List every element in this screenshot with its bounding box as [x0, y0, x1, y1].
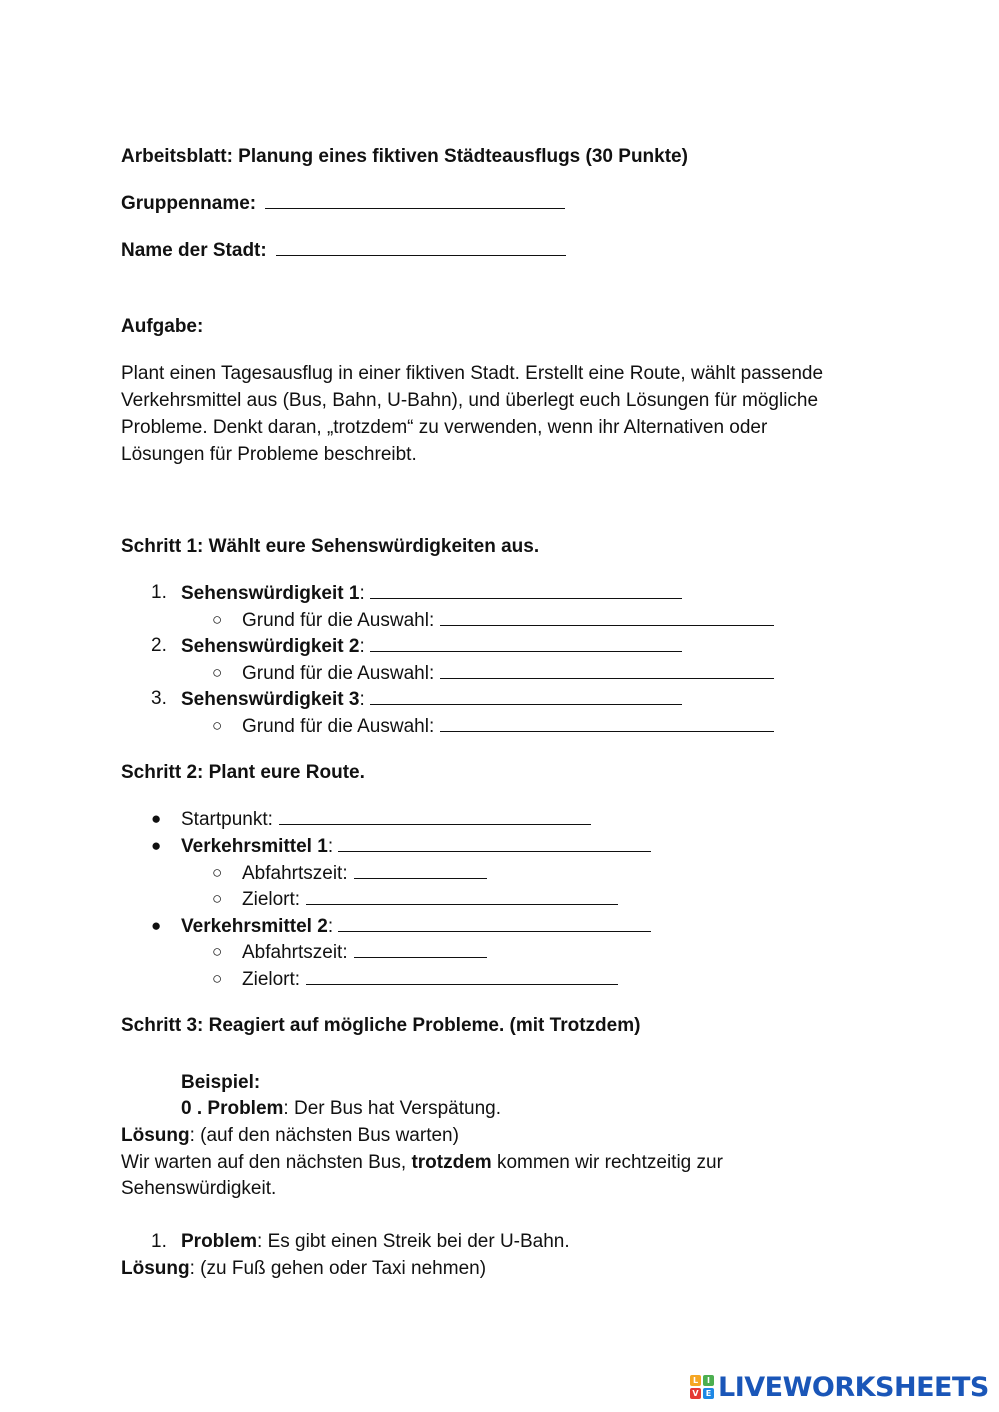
list-number: 1. — [151, 1231, 167, 1252]
task-description — [121, 360, 881, 468]
list-number: 3. — [151, 688, 167, 709]
city-name-field[interactable] — [276, 237, 566, 256]
city-name-row — [121, 237, 566, 264]
reason-3-field[interactable] — [440, 713, 774, 732]
sight-1-label: Sehenswürdigkeit 1 — [181, 583, 360, 604]
destination-1-field[interactable] — [306, 886, 618, 905]
circle-bullet-icon: ○ — [212, 863, 223, 882]
example-solution-text: : (auf den nächsten Bus warten) — [189, 1125, 459, 1146]
circle-bullet-icon: ○ — [212, 610, 223, 629]
list-number: 1. — [151, 582, 167, 603]
page-title: Arbeitsblatt: Planung eines fiktiven Städteausflugs (30 Punkte) — [121, 146, 688, 167]
problem-label: Problem — [181, 1231, 258, 1252]
example-problem — [181, 1096, 501, 1122]
city-name-label: Name der Stadt: — [121, 240, 267, 261]
solution-label: Lösung — [121, 1125, 190, 1146]
task-line: Plant einen Tagesausflug in einer fiktiven Stadt. Erstellt eine Route, wählt passende — [121, 363, 824, 384]
task-heading: Aufgabe: — [121, 316, 204, 337]
transport-1-field[interactable] — [338, 833, 651, 852]
solution-label: Lösung — [121, 1258, 190, 1279]
solution-1-row — [121, 1256, 486, 1282]
destination-2-field[interactable] — [306, 966, 618, 985]
example-solution — [121, 1123, 459, 1149]
reason-2-field[interactable] — [440, 660, 774, 679]
circle-bullet-icon: ○ — [212, 663, 223, 682]
task-line: Lösungen für Probleme beschreibt. — [121, 444, 417, 465]
step3-heading: Schritt 3: Reagiert auf mögliche Probleme. (mit Trotzdem) — [121, 1015, 641, 1036]
departure-2-label: Abfahrtszeit: — [242, 942, 348, 963]
trotzdem-keyword: trotzdem — [411, 1152, 492, 1173]
transport-2-field[interactable] — [338, 913, 651, 932]
sight-2-field[interactable] — [370, 633, 682, 652]
bullet-icon: ● — [151, 836, 162, 855]
problem-1-text: : Es gibt einen Streik bei der U-Bahn. — [257, 1231, 570, 1252]
example-problem-text: : Der Bus hat Verspätung. — [283, 1098, 501, 1119]
sight-2-label: Sehenswürdigkeit 2 — [181, 636, 360, 657]
start-field[interactable] — [279, 806, 591, 825]
departure-1-label: Abfahrtszeit: — [242, 863, 348, 884]
destination-2-label: Zielort: — [242, 969, 301, 990]
reason-3-label: Grund für die Auswahl: — [242, 716, 435, 737]
transport-2-label: Verkehrsmittel 2 — [181, 916, 328, 937]
circle-bullet-icon: ○ — [212, 716, 223, 735]
sight-1-field[interactable] — [370, 580, 682, 599]
reason-2-label: Grund für die Auswahl: — [242, 663, 435, 684]
example-sentence-line2: Sehenswürdigkeit. — [121, 1178, 277, 1199]
group-name-row — [121, 190, 565, 217]
reason-1-field[interactable] — [440, 607, 774, 626]
start-label: Startpunkt: — [181, 809, 273, 830]
transport-1-label: Verkehrsmittel 1 — [181, 836, 328, 857]
departure-1-field[interactable] — [354, 860, 487, 879]
bullet-icon: ● — [151, 916, 162, 935]
solution-1-text: : (zu Fuß gehen oder Taxi nehmen) — [189, 1258, 487, 1279]
step1-heading: Schritt 1: Wählt eure Sehenswürdigkeiten aus. — [121, 536, 540, 557]
reason-1-label: Grund für die Auswahl: — [242, 610, 435, 631]
example-sentence: Wir warten auf den nächsten Bus, trotzdem kommen wir rechtzeitig zur — [121, 1152, 723, 1173]
task-line: Probleme. Denkt daran, „trotzdem“ zu verwenden, wenn ihr Alternativen oder — [121, 417, 768, 438]
circle-bullet-icon: ○ — [212, 942, 223, 961]
destination-1-label: Zielort: — [242, 889, 301, 910]
circle-bullet-icon: ○ — [212, 969, 223, 988]
sight-3-field[interactable] — [370, 686, 682, 705]
group-name-label: Gruppenname: — [121, 193, 257, 214]
example-problem-label: 0 . Problem — [181, 1098, 284, 1119]
task-line: Verkehrsmittel aus (Bus, Bahn, U-Bahn), und überlegt euch Lösungen für mögliche — [121, 390, 819, 411]
step2-heading: Schritt 2: Plant eure Route. — [121, 762, 365, 783]
departure-2-field[interactable] — [354, 939, 487, 958]
bullet-icon: ● — [151, 809, 162, 828]
logo-grid-icon: L I V E — [690, 1375, 714, 1399]
circle-bullet-icon: ○ — [212, 889, 223, 908]
example-label: Beispiel: — [181, 1072, 261, 1093]
liveworksheets-logo — [690, 1371, 989, 1403]
logo-text: LIVEWORKSHEETS — [718, 1371, 989, 1403]
list-number: 2. — [151, 635, 167, 656]
group-name-field[interactable] — [265, 190, 565, 209]
sight-3-label: Sehenswürdigkeit 3 — [181, 689, 360, 710]
